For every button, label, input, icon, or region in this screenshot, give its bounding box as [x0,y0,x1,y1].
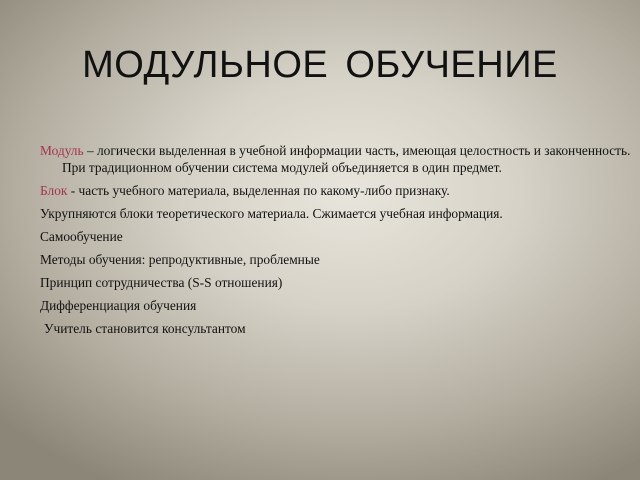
term-module: Модуль [40,143,84,158]
definition-module-text: – логически выделенная в учебной информации часть, имеющая целостность и законченность. При традиционном обучении система модулей объединяется в один предмет. [62,143,631,175]
slide-content [40,142,632,343]
line-teaching-methods: Методы обучения: репродуктивные, проблемные [40,252,320,267]
definition-module [40,142,632,176]
term-block: Блок [40,183,68,198]
definition-block [40,182,632,199]
line-consolidation: Укрупняются блоки теоретического материала. Сжимается учебная информация. [40,206,503,221]
definition-block-text: - часть учебного материала, выделенная по какому-либо признаку. [67,183,450,198]
line-cooperation-principle: Принцип сотрудничества (S-S отношения) [40,275,283,290]
slide-title: МОДУЛЬНОЕ ОБУЧЕНИЕ [82,44,558,86]
line-teacher-consultant-text: Учитель становится консультантом [44,321,246,336]
line-teacher-consultant [40,320,632,337]
line-differentiation: Дифференциация обучения [40,298,197,313]
line-self-learning: Самообучение [40,229,123,244]
